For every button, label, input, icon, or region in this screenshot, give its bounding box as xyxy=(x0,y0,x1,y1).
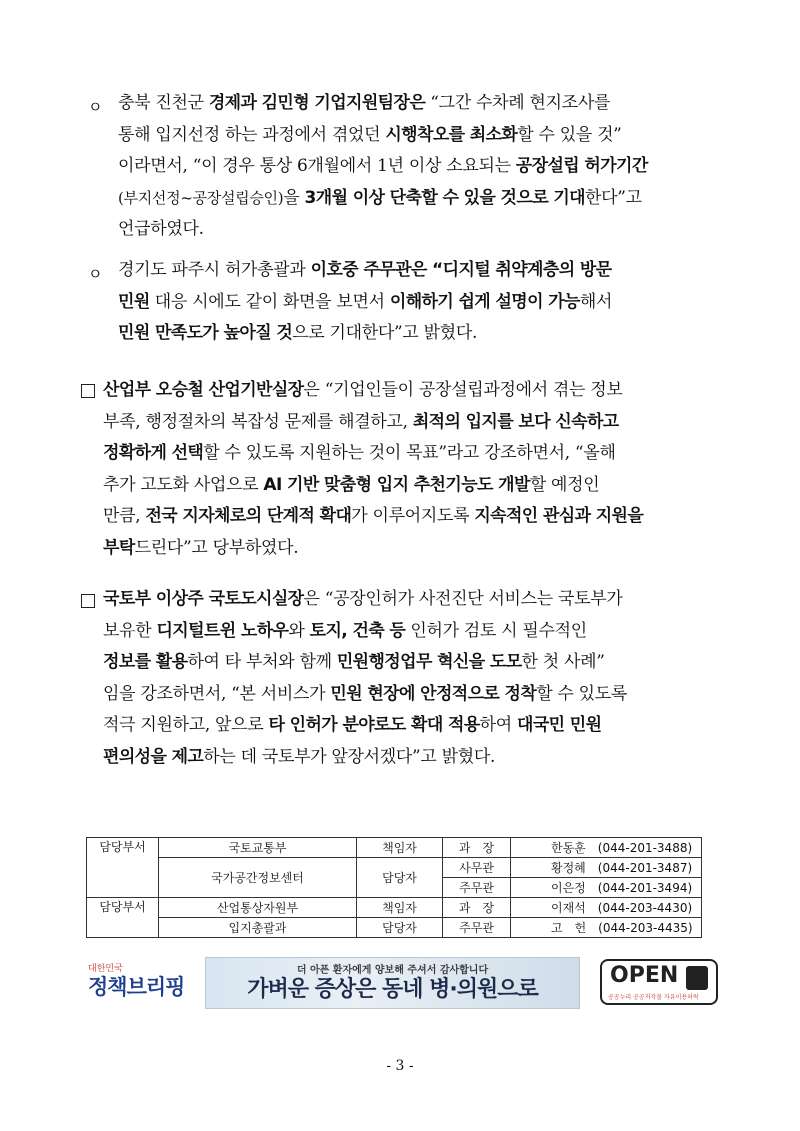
dept-motie-sub: 입지총괄과 xyxy=(159,918,357,938)
paragraph-jincheon xyxy=(118,88,728,246)
circle-bullet-1: ㅇ xyxy=(88,98,103,116)
dept-molit-sub: 국가공간정보센터 xyxy=(159,858,357,898)
text-line: 언급하였다. xyxy=(118,219,204,239)
text-line: 편의성을 제고하는 데 국토부가 앞장서겠다”고 밝혔다. xyxy=(103,746,496,767)
staff-label: 담당자 xyxy=(357,918,443,938)
dept-molit: 국토교통부 xyxy=(159,838,357,858)
text-line: 부탁드린다”고 당부하였다. xyxy=(103,537,299,558)
text-line: 민원 대응 시에도 같이 화면을 보면서 이해하기 쉽게 설명이 가능해서 xyxy=(118,291,613,312)
page-number: - 3 - xyxy=(386,1058,414,1074)
text-line: 부족, 행정절차의 복잡성 문제를 해결하고, 최적의 입지를 보다 신속하고 xyxy=(103,411,619,432)
name-cell: 고 헌 (044-203-4435) xyxy=(511,918,702,938)
paragraph-motie xyxy=(103,375,728,564)
title-cell: 사무관 xyxy=(443,858,511,878)
text-line: 국토부 이상주 국토도시실장은 “공장인허가 사전진단 서비스는 국토부가 xyxy=(103,589,623,609)
policy-briefing-logo[interactable] xyxy=(88,961,188,1000)
logo-main-text: 정책브리핑 xyxy=(88,975,185,999)
text-line: 만큼, 전국 지자체로의 단계적 확대가 이루어지도록 지속적인 관심과 지원을 xyxy=(103,506,644,526)
text-line: 보유한 디지털트윈 노하우와 토지, 건축 등 인허가 검토 시 필수적인 xyxy=(103,620,587,641)
resp-label: 책임자 xyxy=(357,898,443,918)
name-cell: 이은정 (044-201-3494) xyxy=(511,878,702,898)
text-line: 추가 고도화 사업으로 AI 기반 맞춤형 입지 추천기능도 개발할 예정인 xyxy=(103,474,600,495)
table-row xyxy=(87,838,702,858)
name-cell: 황정혜 (044-201-3487) xyxy=(511,858,702,878)
dept-label: 담당부서 xyxy=(87,838,159,898)
text-line: 산업부 오승철 산업기반실장은 “기업인들이 공장설립과정에서 겪는 정보 xyxy=(103,380,623,400)
kogl-open-badge xyxy=(600,959,718,1005)
dept-motie: 산업통상자원부 xyxy=(159,898,357,918)
campaign-banner[interactable] xyxy=(205,957,580,1009)
resp-label: 책임자 xyxy=(357,838,443,858)
name-cell: 한동훈 (044-201-3488) xyxy=(511,838,702,858)
title-cell: 과 장 xyxy=(443,898,511,918)
square-bullet-2 xyxy=(81,594,95,608)
square-bullet-1 xyxy=(81,384,95,398)
text-line: 임을 강조하면서, “본 서비스가 민원 현장에 안정적으로 정착할 수 있도록 xyxy=(103,683,628,704)
text-line: 적극 지원하고, 앞으로 타 인허가 분야로도 확대 적용하여 대국민 민원 xyxy=(103,715,602,735)
text-line: 민원 만족도가 높아질 것으로 기대한다”고 밝혔다. xyxy=(118,323,478,343)
table-row xyxy=(87,918,702,938)
paragraph-molit xyxy=(103,584,728,773)
banner-main-text: 가벼운 증상은 동네 병·의원으로 xyxy=(247,977,538,1002)
table-row xyxy=(87,898,702,918)
text-line: 통해 입지선정 하는 과정에서 겪었던 시행착오를 최소화할 수 있을 것” xyxy=(118,124,622,145)
open-sub-text: 공공누리 공공저작물 자유이용허락 xyxy=(608,994,699,1001)
staff-label: 담당자 xyxy=(357,858,443,898)
open-text: OPEN xyxy=(610,963,679,988)
text-line: 정확하게 선택할 수 있도록 지원하는 것이 목표”라고 강조하면서, “올해 xyxy=(103,443,616,463)
title-cell: 주무관 xyxy=(443,918,511,938)
logo-top-text: 대한민국 xyxy=(88,964,123,974)
text-line: 이라면서, “이 경우 통상 6개월에서 1년 이상 소요되는 공장설립 허가기간 xyxy=(118,156,648,176)
text-line: 충북 진천군 경제과 김민형 기업지원팀장은 “그간 수차례 현지조사를 xyxy=(118,93,611,113)
paragraph-paju xyxy=(118,255,728,350)
title-cell: 과 장 xyxy=(443,838,511,858)
table-row xyxy=(87,858,702,878)
dept-label: 담당부서 xyxy=(87,898,159,938)
person-icon xyxy=(686,966,708,990)
text-line: 경기도 파주시 허가총괄과 이호중 주무관은 “디지털 취약계층의 방문 xyxy=(118,260,612,280)
text-line: 정보를 활용하여 타 부처와 함께 민원행정업무 혁신을 도모한 첫 사례” xyxy=(103,652,605,672)
name-cell: 이재석 (044-203-4430) xyxy=(511,898,702,918)
footer-banner-row xyxy=(80,955,720,1015)
contact-table xyxy=(86,837,702,938)
title-cell: 주무관 xyxy=(443,878,511,898)
circle-bullet-2: ㅇ xyxy=(88,265,103,283)
text-line: (부지선정~공장설립승인)을 3개월 이상 단축할 수 있을 것으로 기대한다”고 xyxy=(118,187,642,208)
banner-top-text: 더 아픈 환자에게 양보해 주셔서 감사합니다 xyxy=(296,965,489,976)
